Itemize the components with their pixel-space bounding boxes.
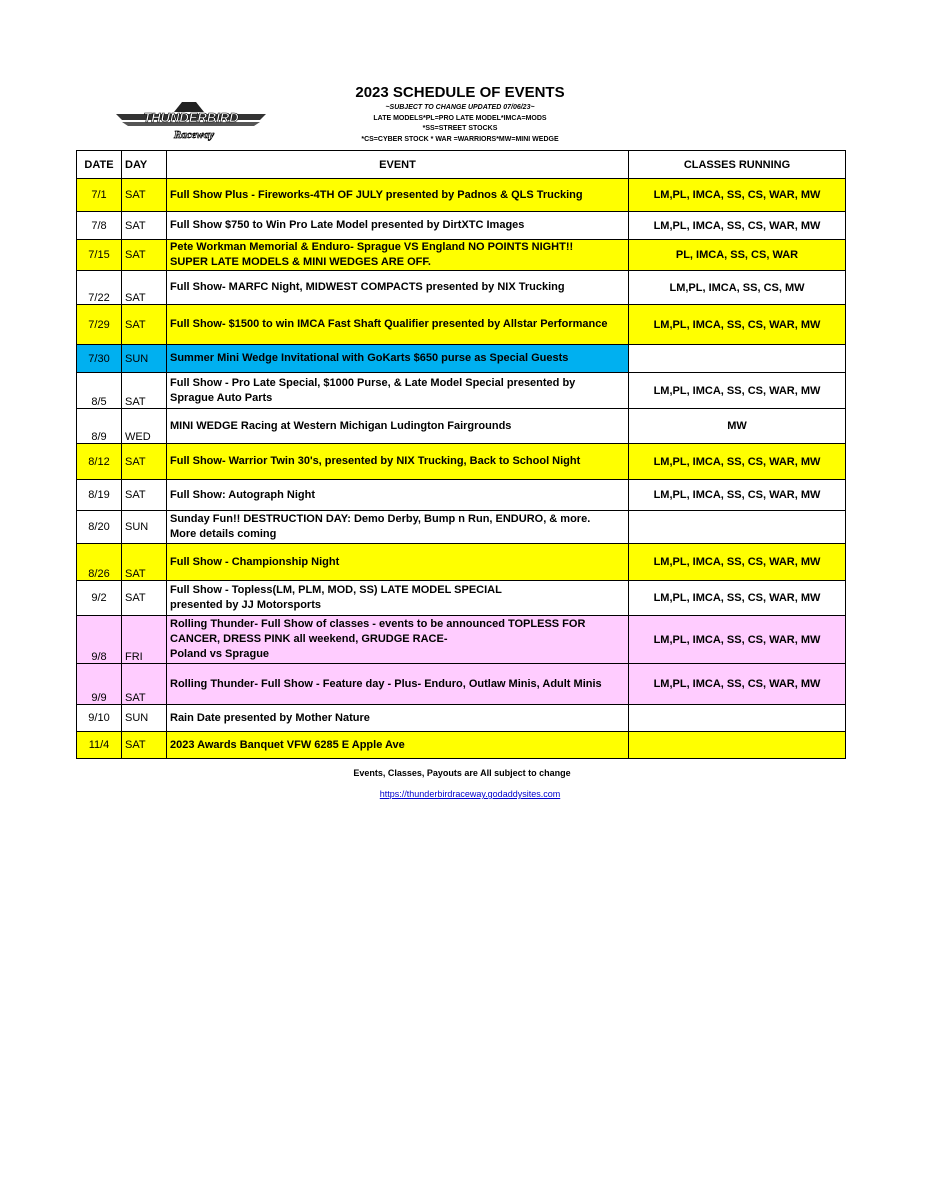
cell-event <box>167 544 629 581</box>
event-text-line: Full Show- $1500 to win IMCA Fast Shaft Qualifier presented by Allstar Performance <box>170 318 608 330</box>
cell-date: 7/8 <box>77 212 122 240</box>
cell-classes <box>629 345 846 373</box>
table-row <box>77 271 846 305</box>
table-row <box>77 444 846 480</box>
cell-classes: LM,PL, IMCA, SS, CS, WAR, MW <box>629 305 846 345</box>
cell-date: 7/22 <box>77 271 122 305</box>
cell-day: SAT <box>122 732 167 759</box>
table-row <box>77 240 846 271</box>
event-text-line: Full Show Plus - Fireworks-4TH OF JULY presented by Padnos & QLS Trucking <box>170 188 583 201</box>
event-text-line: Pete Workman Memorial & Enduro- Sprague VS England NO POINTS NIGHT!! <box>170 241 574 253</box>
cell-day: SAT <box>122 581 167 616</box>
class-legend-line-1: LATE MODELS*PL=PRO LATE MODEL*IMCA=MODS <box>373 115 547 122</box>
cell-date: 8/20 <box>77 511 122 544</box>
cell-event <box>167 511 629 544</box>
table-row <box>77 581 846 616</box>
cell-date: 8/12 <box>77 444 122 480</box>
table-row <box>77 616 846 664</box>
cell-classes <box>629 705 846 732</box>
cell-event <box>167 240 629 271</box>
cell-classes: LM,PL, IMCA, SS, CS, WAR, MW <box>629 480 846 511</box>
cell-date: 7/29 <box>77 305 122 345</box>
event-text-line: More details coming <box>170 528 277 540</box>
event-text-line: SUPER LATE MODELS & MINI WEDGES ARE OFF. <box>170 256 431 268</box>
cell-event <box>167 409 629 444</box>
cell-day: SUN <box>122 511 167 544</box>
column-header-classes: CLASSES RUNNING <box>629 151 846 179</box>
class-legend-line-3: *CS=CYBER STOCK * WAR =WARRIORS*MW=MINI WEDGE <box>361 136 559 143</box>
cell-date: 9/9 <box>77 664 122 705</box>
event-text-line: Sunday Fun!! DESTRUCTION DAY: Demo Derby, Bump n Run, ENDURO, & more. <box>170 513 591 525</box>
table-row <box>77 179 846 212</box>
table-row <box>77 705 846 732</box>
footer-note: Events, Classes, Payouts are All subject to change <box>353 768 571 778</box>
table-row <box>77 409 846 444</box>
table-row <box>77 345 846 373</box>
table-row <box>77 305 846 345</box>
cell-classes: LM,PL, IMCA, SS, CS, WAR, MW <box>629 444 846 480</box>
schedule-table <box>76 150 846 759</box>
table-row <box>77 212 846 240</box>
table-row <box>77 732 846 759</box>
cell-classes: LM,PL, IMCA, SS, CS, WAR, MW <box>629 544 846 581</box>
cell-day: SAT <box>122 271 167 305</box>
thunderbird-raceway-logo <box>112 100 270 142</box>
table-row <box>77 664 846 705</box>
page-title: 2023 SCHEDULE OF EVENTS <box>355 84 565 101</box>
event-text-line: Rain Date presented by Mother Nature <box>170 711 370 724</box>
svg-text:THUNDERBIRD: THUNDERBIRD <box>143 110 239 125</box>
cell-day: SAT <box>122 305 167 345</box>
cell-event <box>167 345 629 373</box>
column-header-day: DAY <box>122 151 167 179</box>
cell-date: 7/30 <box>77 345 122 373</box>
cell-day: SAT <box>122 480 167 511</box>
cell-date: 7/1 <box>77 179 122 212</box>
cell-event <box>167 305 629 345</box>
svg-text:Raceway: Raceway <box>173 129 215 141</box>
cell-date: 8/26 <box>77 544 122 581</box>
cell-event <box>167 732 629 759</box>
table-row <box>77 480 846 511</box>
table-row <box>77 544 846 581</box>
cell-classes: LM,PL, IMCA, SS, CS, MW <box>629 271 846 305</box>
cell-day: SAT <box>122 544 167 581</box>
cell-date: 8/19 <box>77 480 122 511</box>
event-text-line: CANCER, DRESS PINK all weekend, GRUDGE RACE- <box>170 633 448 645</box>
website-link[interactable]: https://thunderbirdraceway.godaddysites.com <box>379 789 561 799</box>
cell-event <box>167 664 629 705</box>
cell-event <box>167 373 629 409</box>
cell-date: 9/8 <box>77 616 122 664</box>
column-header-date: DATE <box>77 151 122 179</box>
cell-day: SUN <box>122 705 167 732</box>
cell-date: 11/4 <box>77 732 122 759</box>
cell-classes: LM,PL, IMCA, SS, CS, WAR, MW <box>629 581 846 616</box>
cell-date: 7/15 <box>77 240 122 271</box>
cell-day: SAT <box>122 179 167 212</box>
cell-day: SAT <box>122 240 167 271</box>
event-text-line: Rolling Thunder- Full Show - Feature day - Plus- Enduro, Outlaw Minis, Adult Minis <box>170 677 602 690</box>
cell-day: WED <box>122 409 167 444</box>
cell-classes: LM,PL, IMCA, SS, CS, WAR, MW <box>629 212 846 240</box>
cell-date: 9/10 <box>77 705 122 732</box>
cell-event <box>167 616 629 664</box>
event-text-line: Full Show- MARFC Night, MIDWEST COMPACTS presented by NIX Trucking <box>170 281 565 293</box>
event-text-line: Summer Mini Wedge Invitational with GoKarts $650 purse as Special Guests <box>170 352 569 364</box>
cell-event <box>167 271 629 305</box>
cell-date: 8/9 <box>77 409 122 444</box>
cell-classes: LM,PL, IMCA, SS, CS, WAR, MW <box>629 179 846 212</box>
cell-event <box>167 705 629 732</box>
cell-day: SAT <box>122 444 167 480</box>
table-row <box>77 373 846 409</box>
event-text-line: presented by JJ Motorsports <box>170 599 321 611</box>
cell-classes: MW <box>629 409 846 444</box>
cell-date: 8/5 <box>77 373 122 409</box>
cell-event <box>167 480 629 511</box>
cell-day: FRI <box>122 616 167 664</box>
cell-day: SAT <box>122 664 167 705</box>
cell-day: SAT <box>122 373 167 409</box>
class-legend-line-2: *SS=STREET STOCKS <box>422 125 498 132</box>
event-text-line: Full Show - Championship Night <box>170 555 340 568</box>
cell-event <box>167 212 629 240</box>
event-text-line: Poland vs Sprague <box>170 648 270 660</box>
event-text-line: Full Show: Autograph Night <box>170 488 316 501</box>
cell-event <box>167 444 629 480</box>
cell-event <box>167 179 629 212</box>
event-text-line: Sprague Auto Parts <box>170 391 273 404</box>
event-text-line: Full Show- Warrior Twin 30's, presented by NIX Trucking, Back to School Night <box>170 455 581 467</box>
cell-day: SUN <box>122 345 167 373</box>
event-text-line: Full Show - Topless(LM, PLM, MOD, SS) LATE MODEL SPECIAL <box>170 584 502 596</box>
column-header-event: EVENT <box>167 151 629 179</box>
event-text-line: Full Show $750 to Win Pro Late Model presented by DirtXTC Images <box>170 219 525 231</box>
cell-classes <box>629 511 846 544</box>
cell-classes: PL, IMCA, SS, CS, WAR <box>629 240 846 271</box>
event-text-line: 2023 Awards Banquet VFW 6285 E Apple Ave <box>170 738 405 751</box>
cell-classes: LM,PL, IMCA, SS, CS, WAR, MW <box>629 616 846 664</box>
cell-classes: LM,PL, IMCA, SS, CS, WAR, MW <box>629 664 846 705</box>
cell-event <box>167 581 629 616</box>
table-header-row <box>77 151 846 179</box>
cell-classes: LM,PL, IMCA, SS, CS, WAR, MW <box>629 373 846 409</box>
cell-date: 9/2 <box>77 581 122 616</box>
cell-classes <box>629 732 846 759</box>
event-text-line: MINI WEDGE Racing at Western Michigan Ludington Fairgrounds <box>170 419 512 432</box>
table-row <box>77 511 846 544</box>
event-text-line: Rolling Thunder- Full Show of classes - events to be announced TOPLESS FOR <box>170 618 586 630</box>
event-text-line: Full Show - Pro Late Special, $1000 Purse, & Late Model Special presented by <box>170 376 576 389</box>
cell-day: SAT <box>122 212 167 240</box>
subtitle: ~SUBJECT TO CHANGE UPDATED 07/06/23~ <box>385 104 535 111</box>
